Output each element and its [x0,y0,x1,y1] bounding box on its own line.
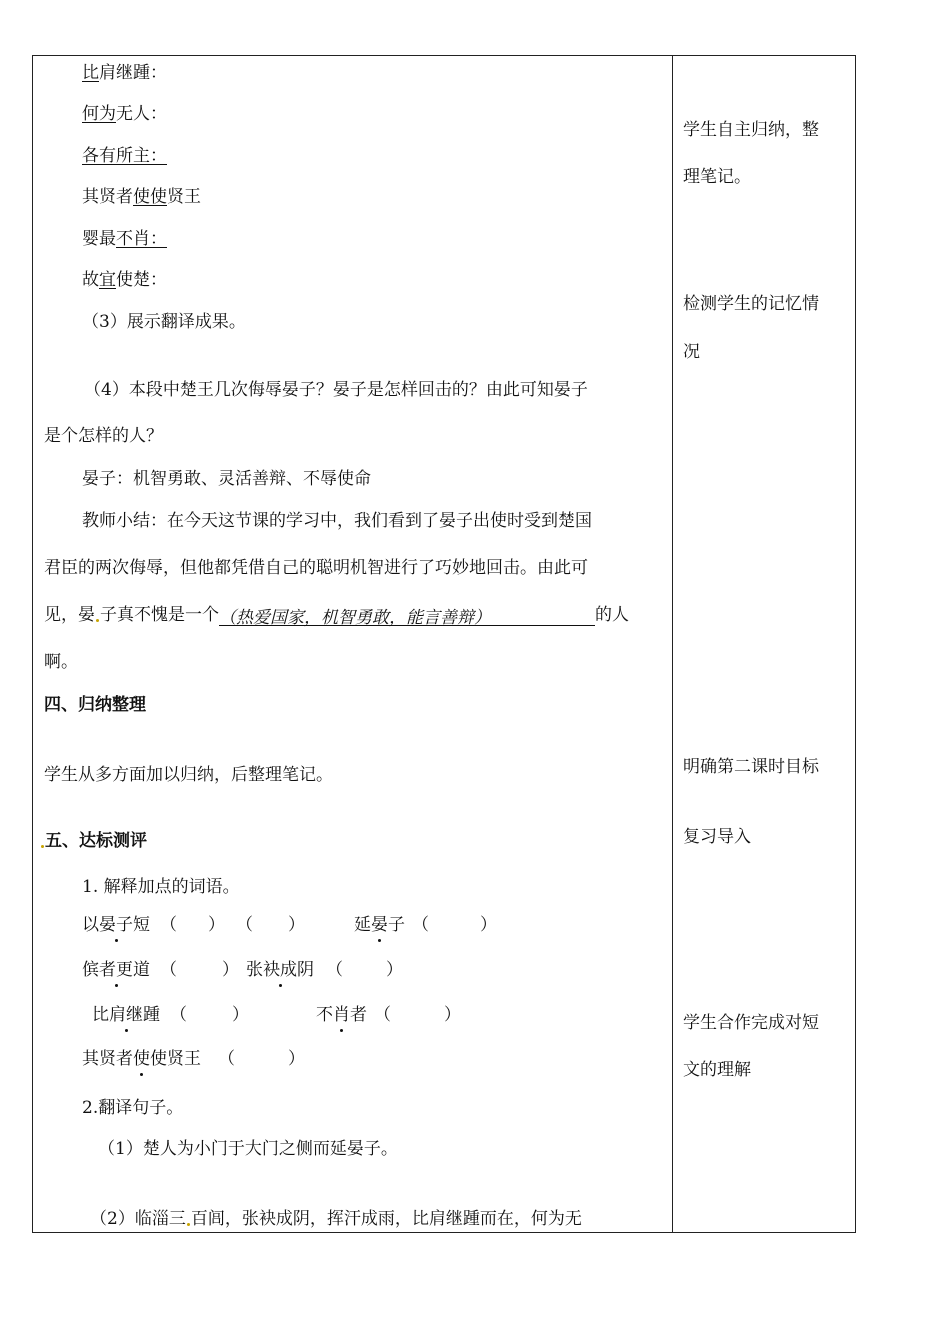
exercise-word: 不肖者 [316,1005,367,1025]
exercise-row-3: 比肩继踵 [92,1005,160,1025]
sentence-1: （1）楚人为小门于大门之侧而延晏子。 [98,1139,398,1159]
vocab-line-6: 故宜使楚： [82,270,167,290]
note-2-line-2: 况 [683,342,700,362]
exercise-row-4: 其贤者使使贤王 [82,1049,201,1069]
vocab-line-4: 其贤者使使贤王 [82,187,201,207]
note-1-line-2: 理笔记。 [683,167,751,187]
mark-dot [41,845,44,848]
summary-line-3: 见，晏 子真不愧是一个（热爱国家，机智勇敢，能言善辩） 的人 [44,605,629,628]
exercise-row-1: 以晏子短 [82,915,150,935]
vocab-line-3: 各有所主： [82,146,167,166]
blank-paren: ） [288,915,305,935]
step-3: （3）展示翻译成果。 [82,312,246,332]
note-2-line-1: 检测学生的记忆情 [683,294,819,314]
note-4: 复习导入 [683,827,751,847]
blank-paren: ） [222,960,239,980]
blank-paren: ） [386,960,403,980]
sentence-2: （2）临淄三 百闾，张袂成阴，挥汗成雨，比肩继踵而在，何为无 [90,1209,582,1229]
note-5-line-1: 学生合作完成对短 [683,1013,819,1033]
blank-paren: （ [374,1005,391,1025]
blank-paren: （ [236,915,253,935]
section-5-title: 五、达标测评 [40,830,147,852]
step-4-line-2: 是个怎样的人？ [44,426,163,446]
note-5-line-2: 文的理解 [683,1060,751,1080]
section-4-title: 四、归纳整理 [44,695,146,715]
section-4-text: 学生从多方面加以归纳，后整理笔记。 [44,765,333,785]
vocab-line-5: 婴最不肖： [82,229,167,249]
column-divider [672,55,673,1233]
answer-blank: （热爱国家，机智勇敢，能言善辩） [219,607,595,626]
summary-line-4: 啊。 [44,652,78,672]
mark-dot [96,619,99,622]
blank-paren: ） [288,1049,305,1069]
question-1: 1. 解释加点的词语。 [82,877,240,897]
blank-paren: （ [412,915,429,935]
summary-line-1: 教师小结：在今天这节课的学习中，我们看到了晏子出使时受到楚国 [82,511,592,531]
blank-paren: ） [232,1005,249,1025]
question-2: 2.翻译句子。 [82,1098,184,1118]
blank-paren: （ [160,915,177,935]
yanzi-traits: 晏子：机智勇敢、灵活善辩、不辱使命 [82,469,371,489]
vocab-line-1: 比肩继踵： [82,63,167,83]
exercise-row-2: 傧者更道 [82,960,150,980]
step-4-line-1: （4）本段中楚王几次侮辱晏子？晏子是怎样回击的？由此可知晏子 [84,380,588,400]
exercise-word: 张袂成阴 [246,960,314,980]
blank-paren: （ [218,1049,235,1069]
blank-paren: （ [326,960,343,980]
mark-dot [187,1223,190,1226]
summary-line-2: 君臣的两次侮辱，但他都凭借自己的聪明机智进行了巧妙地回击。由此可 [44,558,588,578]
note-3: 明确第二课时目标 [683,757,819,777]
exercise-word: 延晏子 [354,915,405,935]
blank-paren: ） [480,915,497,935]
blank-paren: （ [170,1005,187,1025]
vocab-line-2: 何为无人： [82,104,167,124]
blank-paren: ） [444,1005,461,1025]
blank-paren: （ [160,960,177,980]
note-1-line-1: 学生自主归纳，整 [683,120,819,140]
blank-paren: ） [208,915,225,935]
